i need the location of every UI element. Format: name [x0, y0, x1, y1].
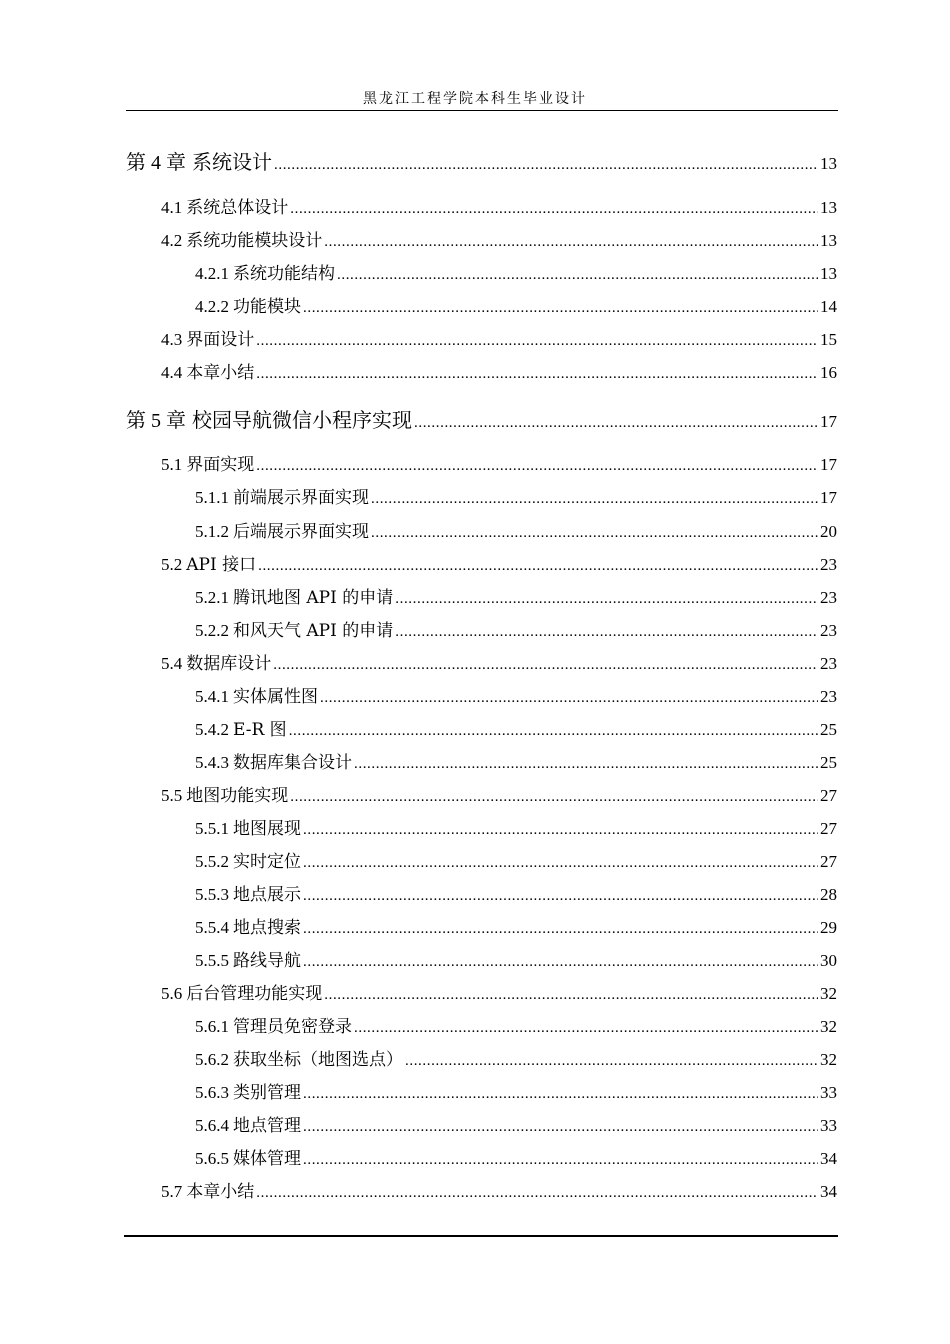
toc-subsection[interactable]	[195, 586, 837, 610]
toc-title: 功能模块	[233, 297, 301, 317]
toc-page: 27	[820, 786, 837, 805]
dot-leader	[258, 554, 818, 578]
toc-chapter[interactable]	[126, 406, 837, 434]
toc-title: 实时定位	[233, 852, 301, 872]
toc-title: 路线导航	[233, 951, 301, 971]
toc-page: 33	[820, 1116, 837, 1135]
toc-page: 17	[820, 488, 837, 507]
toc-title: E-R 图	[233, 720, 287, 740]
toc-page: 34	[820, 1149, 837, 1168]
dot-leader	[324, 230, 818, 254]
toc-title: 获取坐标（地图选点）	[233, 1050, 403, 1070]
toc-section[interactable]	[161, 229, 837, 253]
toc-page: 14	[820, 297, 837, 316]
dot-leader	[303, 950, 818, 974]
toc-page: 32	[820, 1017, 837, 1036]
toc-number: 第 4 章	[126, 152, 186, 174]
toc-title: 地图功能实现	[186, 786, 289, 806]
toc-subsection[interactable]	[195, 949, 837, 973]
toc-section[interactable]	[161, 196, 837, 220]
toc-title: API 接口	[186, 555, 257, 575]
toc-title: 腾讯地图 API 的申请	[233, 588, 394, 608]
dot-leader	[290, 197, 818, 221]
toc-number: 5.2	[161, 555, 183, 574]
toc-page: 17	[820, 412, 837, 431]
dot-leader	[303, 818, 818, 842]
toc-number: 5.5.2	[195, 852, 229, 871]
page-header: 黑龙江工程学院本科生毕业设计	[363, 91, 587, 107]
dot-leader	[256, 1181, 818, 1205]
toc-section[interactable]	[161, 361, 837, 385]
toc-subsection[interactable]	[195, 520, 837, 544]
toc-title: 本章小结	[186, 363, 255, 383]
dot-leader	[274, 151, 818, 179]
toc-page: 15	[820, 330, 837, 349]
toc-number: 4.2	[161, 231, 183, 250]
toc-title: 数据库设计	[186, 654, 272, 674]
dot-leader	[303, 1082, 818, 1106]
dot-leader	[289, 719, 818, 743]
toc-page: 27	[820, 852, 837, 871]
dot-leader	[303, 884, 818, 908]
toc-page: 32	[820, 1050, 837, 1069]
toc-number: 5.4	[161, 654, 183, 673]
footer-rule	[124, 1235, 838, 1237]
dot-leader	[303, 917, 818, 941]
toc-number: 第 5 章	[126, 410, 186, 432]
dot-leader	[303, 851, 818, 875]
toc-title: 系统功能结构	[233, 264, 335, 284]
toc-number: 5.2.1	[195, 588, 229, 607]
toc-title: 界面实现	[186, 455, 255, 475]
toc-page: 20	[820, 522, 837, 541]
dot-leader	[414, 409, 818, 437]
dot-leader	[256, 362, 818, 386]
toc-page: 23	[820, 654, 837, 673]
toc-subsection[interactable]	[195, 619, 837, 643]
toc-title: 媒体管理	[233, 1149, 301, 1169]
toc-page: 13	[820, 198, 837, 217]
toc-title: 系统总体设计	[186, 198, 289, 218]
toc-subsection[interactable]	[195, 718, 837, 742]
toc-chapter[interactable]	[126, 148, 837, 176]
dot-leader	[303, 296, 818, 320]
toc-page: 13	[820, 154, 837, 173]
toc-subsection[interactable]	[195, 1081, 837, 1105]
dot-leader	[256, 454, 818, 478]
toc-subsection[interactable]	[195, 1147, 837, 1171]
dot-leader	[405, 1049, 818, 1073]
toc-number: 5.5	[161, 786, 183, 805]
toc-page: 30	[820, 951, 837, 970]
toc-page: 13	[820, 231, 837, 250]
dot-leader	[320, 686, 818, 710]
toc-page: 32	[820, 984, 837, 1003]
toc-page: 25	[820, 753, 837, 772]
toc-number: 5.5.3	[195, 885, 229, 904]
toc-page: 23	[820, 687, 837, 706]
toc-number: 5.6	[161, 984, 183, 1003]
toc-number: 5.4.2	[195, 720, 229, 739]
dot-leader	[371, 487, 818, 511]
toc-title: 界面设计	[186, 330, 255, 350]
toc-number: 5.1.1	[195, 488, 229, 507]
toc-subsection[interactable]	[195, 883, 837, 907]
toc-section[interactable]	[161, 1180, 837, 1204]
toc-title: 地图展现	[233, 819, 301, 839]
toc-title: 前端展示界面实现	[233, 488, 369, 508]
toc-title: 数据库集合设计	[233, 753, 352, 773]
header-rule	[126, 110, 838, 111]
toc-number: 5.2.2	[195, 621, 229, 640]
toc-number: 5.5.1	[195, 819, 229, 838]
toc-title: 后台管理功能实现	[186, 984, 323, 1004]
toc-number: 5.6.2	[195, 1050, 229, 1069]
toc-page: 13	[820, 264, 837, 283]
toc-subsection[interactable]	[195, 295, 837, 319]
toc-number: 4.4	[161, 363, 183, 382]
toc-number: 4.3	[161, 330, 183, 349]
toc-title: 本章小结	[186, 1182, 255, 1202]
toc-number: 5.1	[161, 455, 183, 474]
dot-leader	[303, 1148, 818, 1172]
toc-title: 和风天气 API 的申请	[233, 621, 394, 641]
toc-title: 校园导航微信小程序实现	[192, 408, 412, 432]
toc-number: 5.7	[161, 1182, 183, 1201]
toc-title: 实体属性图	[233, 687, 318, 707]
dot-leader	[324, 983, 818, 1007]
toc-title: 类别管理	[233, 1083, 301, 1103]
toc-number: 5.6.3	[195, 1083, 229, 1102]
dot-leader	[290, 785, 818, 809]
toc-title: 地点管理	[233, 1116, 301, 1136]
toc-number: 5.4.3	[195, 753, 229, 772]
toc-title: 管理员免密登录	[233, 1017, 352, 1037]
toc-subsection[interactable]	[195, 751, 837, 775]
toc-number: 5.6.5	[195, 1149, 229, 1168]
toc-page: 34	[820, 1182, 837, 1201]
toc-title: 地点展示	[233, 885, 301, 905]
toc-subsection[interactable]	[195, 685, 837, 709]
dot-leader	[273, 653, 818, 677]
toc-title: 后端展示界面实现	[233, 522, 369, 542]
toc-subsection[interactable]	[195, 817, 837, 841]
toc-number: 5.4.1	[195, 687, 229, 706]
toc-subsection[interactable]	[195, 1048, 837, 1072]
dot-leader	[354, 1016, 818, 1040]
toc-section[interactable]	[161, 553, 837, 577]
toc-page: 28	[820, 885, 837, 904]
toc-number: 5.5.5	[195, 951, 229, 970]
toc-number: 4.2.1	[195, 264, 229, 283]
toc-page: 23	[820, 555, 837, 574]
dot-leader	[354, 752, 818, 776]
toc-subsection[interactable]	[195, 916, 837, 940]
toc-number: 5.5.4	[195, 918, 229, 937]
toc-subsection[interactable]	[195, 1114, 837, 1138]
toc-number: 4.2.2	[195, 297, 229, 316]
toc-page: 23	[820, 621, 837, 640]
toc-title: 系统设计	[192, 150, 272, 174]
dot-leader	[303, 1115, 818, 1139]
toc-number: 5.1.2	[195, 522, 229, 541]
toc-number: 5.6.1	[195, 1017, 229, 1036]
dot-leader	[395, 620, 818, 644]
toc-title: 系统功能模块设计	[186, 231, 323, 251]
dot-leader	[256, 329, 818, 353]
toc-subsection[interactable]	[195, 262, 837, 286]
toc-section[interactable]	[161, 784, 837, 808]
toc-section[interactable]	[161, 328, 837, 352]
toc-page: 16	[820, 363, 837, 382]
toc-page: 17	[820, 455, 837, 474]
toc-page: 23	[820, 588, 837, 607]
toc-section[interactable]	[161, 652, 837, 676]
toc-subsection[interactable]	[195, 486, 837, 510]
toc-subsection[interactable]	[195, 1015, 837, 1039]
toc-section[interactable]	[161, 453, 837, 477]
toc-section[interactable]	[161, 982, 837, 1006]
toc-page: 27	[820, 819, 837, 838]
toc-title: 地点搜索	[233, 918, 301, 938]
toc-subsection[interactable]	[195, 850, 837, 874]
toc-page: 33	[820, 1083, 837, 1102]
dot-leader	[337, 263, 818, 287]
toc-number: 4.1	[161, 198, 183, 217]
toc-page: 29	[820, 918, 837, 937]
dot-leader	[371, 521, 818, 545]
toc-number: 5.6.4	[195, 1116, 229, 1135]
dot-leader	[395, 587, 818, 611]
toc-page: 25	[820, 720, 837, 739]
